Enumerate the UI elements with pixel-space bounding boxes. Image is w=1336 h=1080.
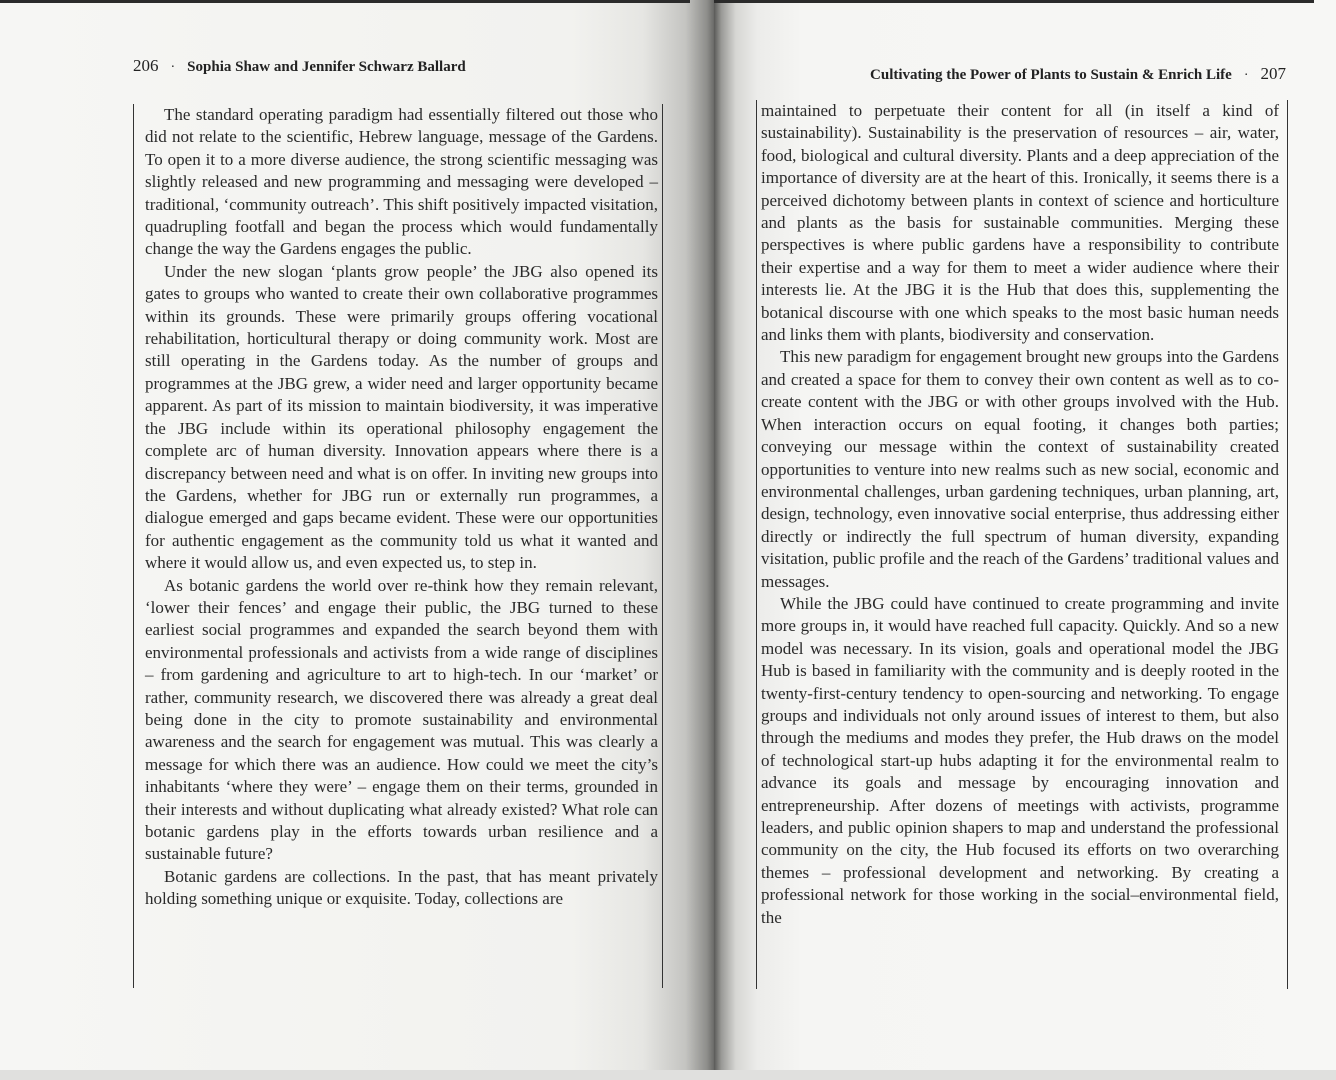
paragraph: This new paradigm for engagement brought new groups into the Gardens and created a space for them to convey their own content as well as to co-create content with the JBG or with other groups involved with the Hub. When interaction occurs on equal footing, it changes both parties; conveying our message within the context of sustainability created opportunities to venture into new realms such as new social, economic and environmental challenges, urban gardening techniques, urban planning, art, design, technology, even innovative social enterprise, thus addressing either directly or indirectly the full spectrum of human diversity, expanding visitation, public profile and the reach of the Gardens’ traditional values and messages. bbox=[761, 347, 1280, 591]
paragraph: Under the new slogan ‘plants grow people’ the JBG also opened its gates to groups who wanted to create their own collaborative programmes within its grounds. These were primarily groups offering vocational rehabilitation, horticultural therapy or doing community work. Most are still operating in the Gardens today. As the number of groups and programmes at the JBG grew, a wider need and larger opportunity became apparent. As part of its mission to maintain biodiversity, it was imperative the JBG include within its operational philosophy engagement the complete arc of human diversity. Innovation appears where there is a discrepancy between need and what is on offer. In inviting new groups into the Gardens, whether for JBG run or externally run programmes, a dialogue emerged and gaps became evident. These were our opportunities for authentic engagement as the community told us what it wanted and where it would allow us, and even expected us, to step in. bbox=[145, 261, 658, 573]
page-number: 207 bbox=[1260, 64, 1286, 83]
top-edge-rule bbox=[714, 0, 1314, 3]
right-running-header bbox=[870, 64, 1286, 84]
right-text-column bbox=[756, 100, 1288, 989]
header-separator: · bbox=[1243, 68, 1249, 83]
running-head-chapter-title: Cultivating the Power of Plants to Sustain & Enrich Life bbox=[870, 67, 1232, 83]
paragraph: Botanic gardens are collections. In the past, that has meant privately holding something unique or exquisite. Today, collections are bbox=[145, 866, 658, 909]
left-text-column bbox=[133, 104, 663, 988]
right-page bbox=[714, 0, 1336, 1080]
bottom-edge bbox=[0, 1070, 1336, 1080]
left-running-header bbox=[133, 56, 466, 76]
top-edge-rule bbox=[0, 0, 690, 3]
paragraph: The standard operating paradigm had essentially filtered out those who did not relate to the scientific, Hebrew language, message of the Gardens. To open it to a more diverse audience, the strong scientific messaging was slightly released and new programming and messaging were developed – traditional, ‘community outreach’. This shift positively impacted visitation, quadrupling footfall and began the process which would fundamentally change the way the Gardens engages the public. bbox=[145, 105, 658, 259]
page-number: 206 bbox=[133, 56, 159, 75]
running-head-authors: Sophia Shaw and Jennifer Schwarz Ballard bbox=[187, 59, 466, 75]
paragraph: As botanic gardens the world over re-think how they remain relevant, ‘lower their fences’ and engage their public, the JBG turned to these earliest social programmes and expanded the search beyond them with environmental professionals and activists from a wide range of disciplines – from gardening and agriculture to art to high-tech. In our ‘market’ or rather, community research, we discovered there was already a great deal being done in the city to promote sustainability and environmental awareness and the search for engagement was mutual. This was clearly a message for which there was an audience. How could we meet the city’s inhabitants ‘where they were’ – engage them on their terms, grounded in their interests and without duplicating what already existed? What role can botanic gardens play in the efforts towards urban resilience and a sustainable future? bbox=[145, 575, 658, 864]
paragraph: While the JBG could have continued to create programming and invite more groups in, it would have reached full capacity. Quickly. And so a new model was necessary. In its vision, goals and operational model the JBG Hub is based in familiarity with the community and is deeply rooted in the twenty-first-century tendency to open-sourcing and networking. To engage groups and individuals not only around issues of interest to them, but also through the mediums and modes they prefer, the Hub draws on the model of technological start-up hubs adapting it for the environmental realm to advance its goals and message by encouraging innovation and entrepreneurship. After dozens of meetings with activists, programme leaders, and public opinion shapers to map and understand the professional community on the city, the Hub focused its efforts on two overarching themes – professional development and networking. By creating a professional network for those working in the social–environmental field, the bbox=[761, 593, 1279, 927]
header-separator: · bbox=[170, 60, 176, 75]
paragraph: maintained to perpetuate their content for all (in itself a kind of sustainability). Sustainability is the preservation of resources – air, water, food, biological and cultural diversity. Plants and a deep appreciation of the importance of diversity are at the heart of this. Ironically, it seems there is a perceived dichotomy between plants in context of science and horticulture and plants as the basis for sustainable communities. Merging these perspectives is where public gardens have a responsibility to contribute their expertise and a way for them to meet a wider audience where their interests lie. At the JBG it is the Hub that does this, supplementing the botanical discourse with one which speaks to the most basic human needs and links them with plants, biodiversity and conservation. bbox=[761, 101, 1279, 345]
